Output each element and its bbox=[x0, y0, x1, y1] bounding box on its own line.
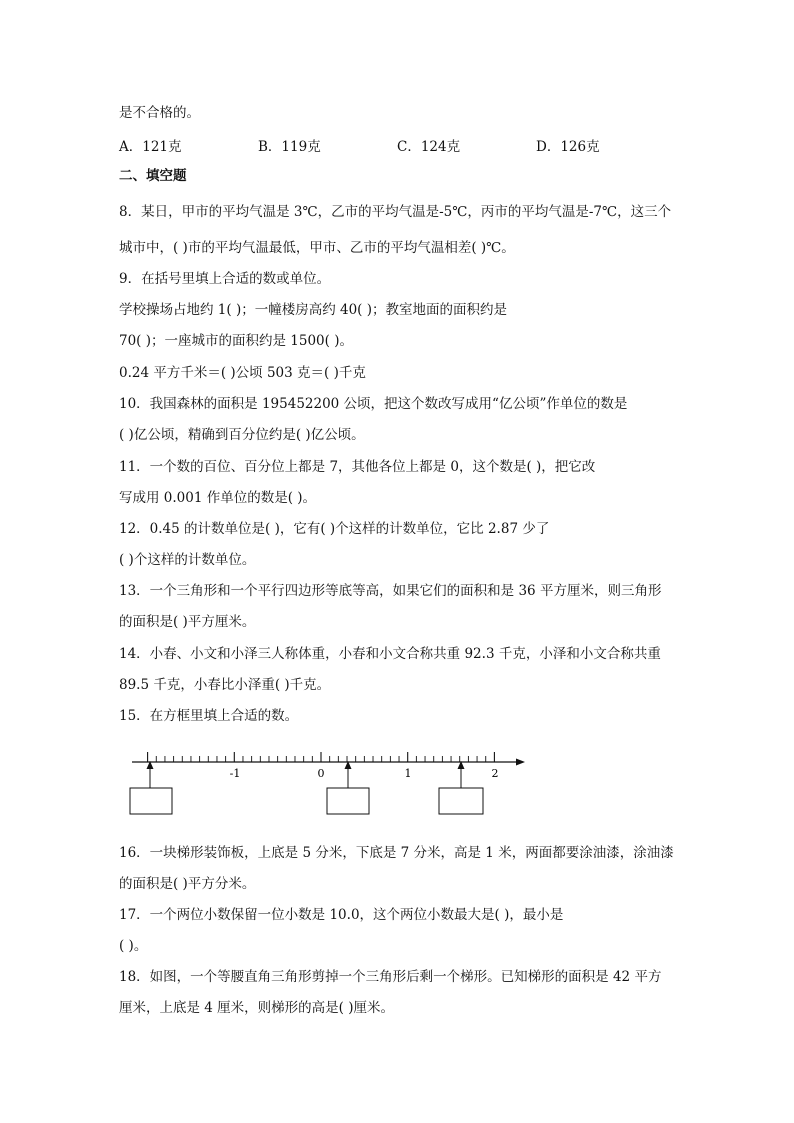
tick-label-0: 0 bbox=[317, 767, 325, 780]
section-title: 二、填空题 bbox=[119, 168, 187, 184]
q13-line2: 的面积是( )平方厘米。 bbox=[119, 614, 256, 630]
q12-line2: ( )个这样的计数单位。 bbox=[119, 552, 256, 568]
choice-b: B．119克 bbox=[258, 139, 321, 155]
tick-label-1: 1 bbox=[404, 767, 412, 780]
q8-line2: 城市中，( )市的平均气温最低，甲市、乙市的平均气温相差( )℃。 bbox=[119, 240, 515, 256]
answer-box-2[interactable] bbox=[327, 788, 369, 814]
q16-line1: 16．一块梯形装饰板，上底是 5 分米，下底是 7 分米，高是 1 米，两面都要涂油漆，涂油漆 bbox=[119, 845, 674, 861]
q18-line2: 厘米，上底是 4 厘米，则梯形的高是( )厘米。 bbox=[119, 1000, 394, 1016]
tick-label-2: 2 bbox=[491, 767, 499, 780]
number-line-arrowhead bbox=[516, 759, 525, 766]
q17-line1: 17．一个两位小数保留一位小数是 10.0，这个两位小数最大是( )，最小是 bbox=[119, 907, 564, 923]
q9-line3: 70( )；一座城市的面积约是 1500( )。 bbox=[119, 333, 353, 349]
q14-line2: 89.5 千克，小春比小泽重( )千克。 bbox=[119, 677, 331, 693]
q8-line1: 8．某日，甲市的平均气温是 3℃，乙市的平均气温是-5℃，丙市的平均气温是-7℃，这三个 bbox=[119, 204, 672, 220]
answer-box-1[interactable] bbox=[130, 788, 172, 814]
q15-line1: 15．在方框里填上合适的数。 bbox=[119, 708, 299, 724]
number-line-figure bbox=[128, 744, 528, 820]
q13-line1: 13．一个三角形和一个平行四边形等底等高，如果它们的面积和是 36 平方厘米，则三角形 bbox=[119, 583, 662, 599]
q16-line2: 的面积是( )平方分米。 bbox=[119, 876, 256, 892]
q12-line1: 12．0.45 的计数单位是( )，它有( )个这样的计数单位，它比 2.87 少了 bbox=[119, 521, 550, 537]
choice-a: A．121克 bbox=[119, 139, 182, 155]
answer-box-3[interactable] bbox=[439, 788, 483, 814]
q11-line2: 写成用 0.001 作单位的数是( )。 bbox=[119, 490, 317, 506]
number-line-ticks bbox=[148, 752, 495, 762]
choice-d: D．126克 bbox=[536, 139, 600, 155]
q11-line1: 11．一个数的百位、百分位上都是 7，其他各位上都是 0，这个数是( )，把它改 bbox=[119, 459, 596, 475]
tick-label-neg1: -1 bbox=[229, 767, 241, 780]
q7-tail: 是不合格的。 bbox=[119, 105, 200, 121]
q9-line2: 学校操场占地约 1( )；一幢楼房高约 40( )；教室地面的面积约是 bbox=[119, 302, 507, 318]
q14-line1: 14．小春、小文和小泽三人称体重，小春和小文合称共重 92.3 千克，小泽和小文合称共重 bbox=[119, 646, 661, 662]
q9-line1: 9．在括号里填上合适的数或单位。 bbox=[119, 271, 331, 287]
q10-line2: ( )亿公顷，精确到百分位约是( )亿公顷。 bbox=[119, 427, 365, 443]
q18-line1: 18．如图，一个等腰直角三角形剪掉一个三角形后剩一个梯形。已知梯形的面积是 42 平方 bbox=[119, 969, 662, 985]
q17-line2: ( )。 bbox=[119, 938, 148, 954]
q9-line4: 0.24 平方千米＝( )公顷 503 克＝( )千克 bbox=[119, 365, 366, 381]
q10-line1: 10．我国森林的面积是 195452200 公顷，把这个数改写成用“亿公顷”作单位的数是 bbox=[119, 396, 628, 412]
choice-c: C．124克 bbox=[397, 139, 461, 155]
